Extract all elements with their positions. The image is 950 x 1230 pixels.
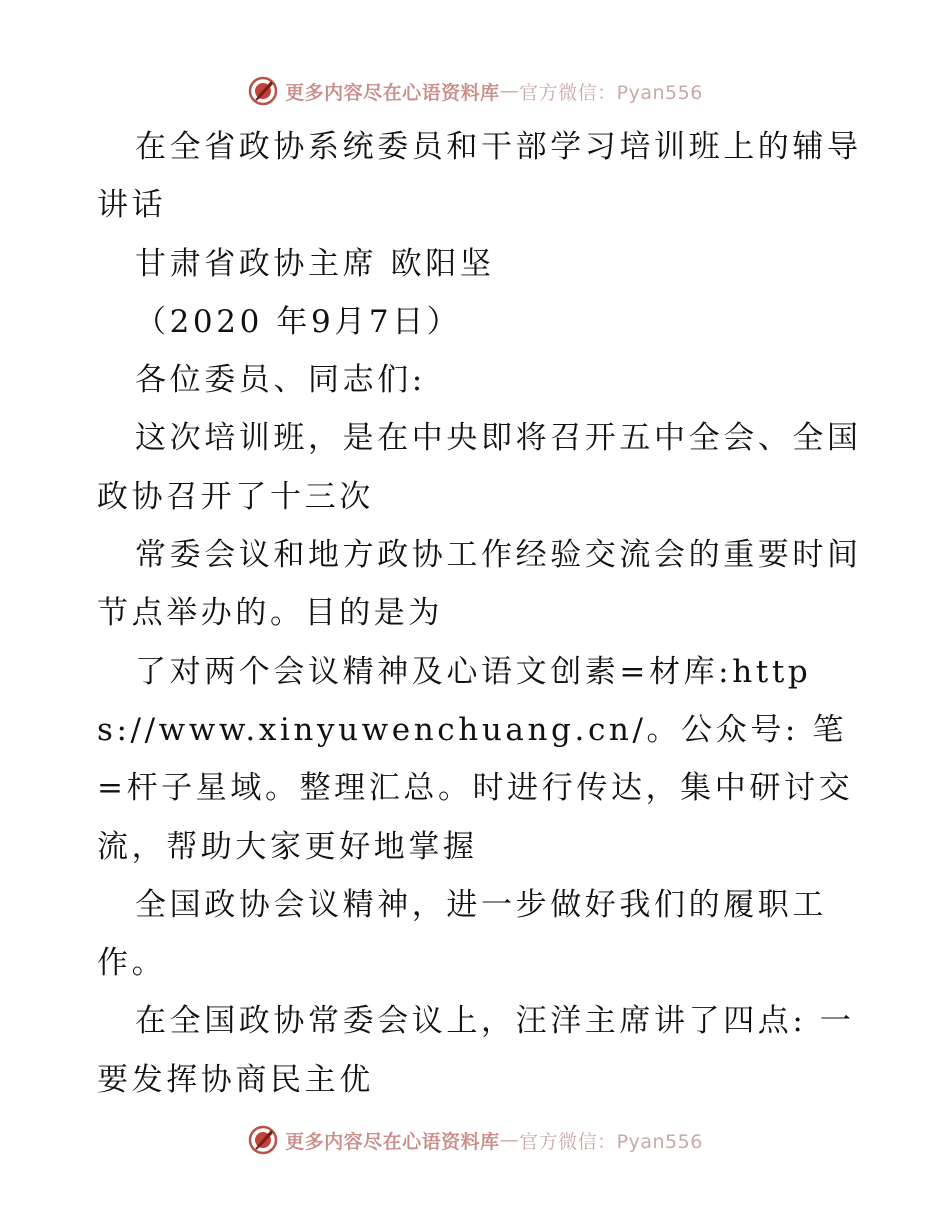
document-title: 在全省政协系统委员和干部学习培训班上的辅导讲话	[97, 129, 862, 224]
watermark-dash: —	[499, 1129, 520, 1151]
author-line: 甘肃省政协主席 欧阳坚	[135, 245, 495, 282]
body-paragraph: 在全国政协常委会议上，汪洋主席讲了四点: 一要发挥协商民主优	[97, 1003, 855, 1098]
watermark-library-text: 更多内容尽在心语资料库	[285, 1130, 500, 1153]
body-paragraph: 这次培训班，是在中央即将召开五中全会、全国政协召开了十三次	[97, 420, 862, 515]
quill-seal-icon	[247, 75, 279, 107]
watermark-wechat-text: 官方微信：Pyan556	[519, 1130, 703, 1153]
body-paragraph: 常委会议和地方政协工作经验交流会的重要时间节点举办的。目的是为	[97, 537, 862, 632]
header-watermark	[0, 71, 950, 111]
salutation: 各位委员、同志们:	[135, 362, 426, 399]
watermark-dash: —	[499, 80, 520, 102]
quill-seal-icon	[247, 1124, 279, 1156]
date-line: （2020 年9月7日）	[135, 303, 462, 340]
document-body	[97, 118, 867, 1109]
watermark-wechat-text: 官方微信：Pyan556	[519, 81, 703, 104]
body-paragraph: 了对两个会议精神及心语文创素=材库:https://www.xinyuwenchuang.cn/。公众号: 笔=杆子星域。整理汇总。时进行传达，集中研讨交流，帮助大家更好地掌握	[97, 653, 854, 865]
body-paragraph: 全国政协会议精神，进一步做好我们的履职工作。	[97, 886, 827, 982]
watermark-library-text: 更多内容尽在心语资料库	[285, 81, 500, 104]
footer-watermark	[0, 1120, 950, 1160]
